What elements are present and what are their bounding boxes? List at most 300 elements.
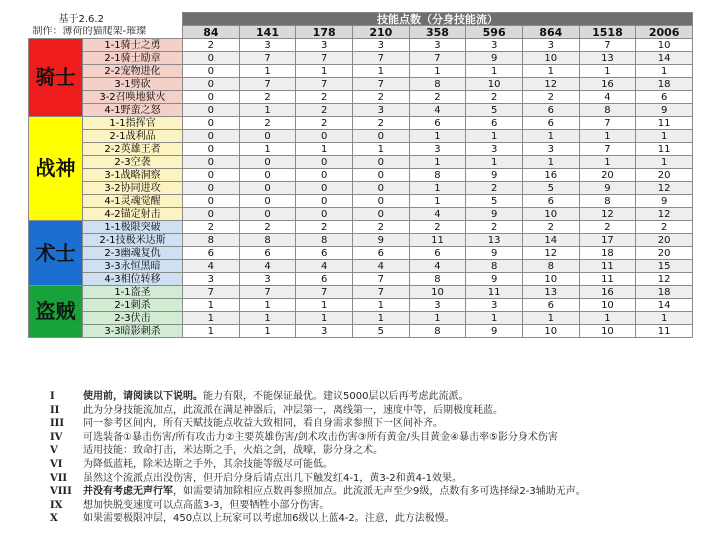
- table-row: [29, 91, 693, 104]
- value-cell: 2: [409, 91, 466, 104]
- value-cell: 17: [579, 234, 636, 247]
- value-cell: 7: [239, 78, 296, 91]
- value-cell: 6: [296, 247, 353, 260]
- skill-name-cell: 3-1战略洞察: [83, 169, 183, 182]
- value-cell: 18: [636, 286, 693, 299]
- value-cell: 9: [636, 104, 693, 117]
- skill-name-cell: 4-2锚定射击: [83, 208, 183, 221]
- value-cell: 18: [579, 247, 636, 260]
- value-cell: 1: [409, 65, 466, 78]
- value-cell: 1: [636, 65, 693, 78]
- value-cell: 1: [636, 312, 693, 325]
- class-label-blue: 术士: [29, 221, 83, 286]
- value-cell: 2: [466, 221, 523, 234]
- value-cell: 2: [522, 91, 579, 104]
- value-cell: 6: [522, 117, 579, 130]
- value-cell: 16: [522, 169, 579, 182]
- points-header-cell: 2006: [636, 26, 693, 39]
- value-cell: 12: [636, 208, 693, 221]
- value-cell: 8: [409, 325, 466, 338]
- value-cell: 1: [183, 325, 240, 338]
- value-cell: 3: [409, 39, 466, 52]
- value-cell: 6: [522, 104, 579, 117]
- value-cell: 9: [466, 52, 523, 65]
- note-text: [83, 499, 329, 513]
- value-cell: 1: [522, 65, 579, 78]
- skill-name-cell: 2-3幽魂复仇: [83, 247, 183, 260]
- header-row-title: [29, 13, 693, 26]
- value-cell: 1: [579, 156, 636, 169]
- value-cell: 6: [183, 247, 240, 260]
- value-cell: 13: [522, 286, 579, 299]
- value-cell: 8: [579, 195, 636, 208]
- note-text: [83, 458, 333, 472]
- table-title: 技能点数（分身技能流）: [183, 13, 693, 26]
- value-cell: 1: [636, 156, 693, 169]
- note-text: [83, 472, 462, 486]
- value-cell: 11: [409, 234, 466, 247]
- value-cell: 4: [352, 260, 409, 273]
- value-cell: 1: [239, 299, 296, 312]
- value-cell: 20: [579, 169, 636, 182]
- points-header-cell: 141: [239, 26, 296, 39]
- value-cell: 11: [466, 286, 523, 299]
- value-cell: 10: [522, 325, 579, 338]
- value-cell: 1: [466, 130, 523, 143]
- class-label-red: 骑士: [29, 39, 83, 117]
- table-row: [29, 39, 693, 52]
- value-cell: 0: [239, 182, 296, 195]
- value-cell: 1: [522, 312, 579, 325]
- note-text: [83, 390, 468, 404]
- value-cell: 2: [296, 91, 353, 104]
- value-cell: 7: [239, 286, 296, 299]
- value-cell: 3: [522, 39, 579, 52]
- value-cell: 1: [466, 156, 523, 169]
- value-cell: 15: [636, 260, 693, 273]
- value-cell: 9: [466, 247, 523, 260]
- value-cell: 0: [239, 156, 296, 169]
- value-cell: 6: [522, 299, 579, 312]
- value-cell: 1: [183, 312, 240, 325]
- value-cell: 1: [352, 299, 409, 312]
- value-cell: 8: [409, 78, 466, 91]
- value-cell: 1: [239, 143, 296, 156]
- skill-points-sheet: [28, 12, 693, 338]
- value-cell: 0: [296, 208, 353, 221]
- note-bold-text: 使用前，请阅读以下说明。: [83, 391, 203, 402]
- value-cell: 6: [466, 117, 523, 130]
- value-cell: 3: [409, 299, 466, 312]
- note-text: [83, 431, 558, 445]
- value-cell: 12: [636, 273, 693, 286]
- skill-name-cell: 2-1骑士励章: [83, 52, 183, 65]
- value-cell: 0: [296, 156, 353, 169]
- value-cell: 11: [579, 260, 636, 273]
- note-body-text: 能力有限，不能保证最优。建议5000层以后再考虑此流派。: [203, 391, 469, 402]
- note-text: [83, 417, 443, 431]
- skill-name-cell: 2-1战利品: [83, 130, 183, 143]
- value-cell: 5: [352, 325, 409, 338]
- value-cell: 3: [409, 143, 466, 156]
- value-cell: 4: [409, 260, 466, 273]
- value-cell: 11: [579, 273, 636, 286]
- value-cell: 6: [409, 117, 466, 130]
- value-cell: 0: [352, 130, 409, 143]
- value-cell: 0: [183, 169, 240, 182]
- points-header-cell: 178: [296, 26, 353, 39]
- value-cell: 0: [352, 195, 409, 208]
- value-cell: 1: [239, 104, 296, 117]
- value-cell: 2: [239, 117, 296, 130]
- note-item: [50, 512, 710, 526]
- value-cell: 2: [296, 117, 353, 130]
- value-cell: 0: [183, 156, 240, 169]
- version-label: 基于2.6.2: [29, 13, 183, 26]
- skill-name-cell: 2-3空袭: [83, 156, 183, 169]
- skill-name-cell: 1-1极限突破: [83, 221, 183, 234]
- value-cell: 3: [466, 299, 523, 312]
- value-cell: 0: [296, 182, 353, 195]
- value-cell: 8: [579, 104, 636, 117]
- note-item: [50, 417, 710, 431]
- value-cell: 1: [183, 299, 240, 312]
- value-cell: 8: [296, 234, 353, 247]
- value-cell: 2: [409, 221, 466, 234]
- value-cell: 1: [579, 312, 636, 325]
- value-cell: 3: [296, 325, 353, 338]
- value-cell: 2: [352, 221, 409, 234]
- value-cell: 4: [409, 208, 466, 221]
- value-cell: 3: [466, 143, 523, 156]
- value-cell: 0: [296, 195, 353, 208]
- value-cell: 12: [522, 247, 579, 260]
- note-number: IV: [50, 431, 63, 443]
- value-cell: 1: [579, 65, 636, 78]
- value-cell: 0: [183, 117, 240, 130]
- value-cell: 1: [352, 312, 409, 325]
- value-cell: 11: [636, 143, 693, 156]
- value-cell: 0: [183, 78, 240, 91]
- value-cell: 0: [183, 52, 240, 65]
- value-cell: 5: [466, 195, 523, 208]
- value-cell: 1: [409, 195, 466, 208]
- skill-name-cell: 2-3伏击: [83, 312, 183, 325]
- skill-name-cell: 3-3暗影刺杀: [83, 325, 183, 338]
- value-cell: 9: [466, 325, 523, 338]
- note-text: [83, 485, 586, 499]
- points-header-cell: 1518: [579, 26, 636, 39]
- value-cell: 1: [296, 65, 353, 78]
- value-cell: 4: [409, 104, 466, 117]
- note-body-text: 同一参考区间内，所有天赋技能点收益大致相同，看自身需求参照下一区间补齐。: [83, 418, 443, 430]
- points-header-cell: 358: [409, 26, 466, 39]
- skill-name-cell: 4-3相位转移: [83, 273, 183, 286]
- note-body-text: 虽然这个流派点出没伤害，但开启分身后请点出几下触发红4-1，黄3-2和黄4-1效果。: [83, 472, 462, 484]
- note-number: V: [50, 445, 58, 457]
- value-cell: 3: [466, 39, 523, 52]
- value-cell: 1: [409, 156, 466, 169]
- value-cell: 6: [636, 91, 693, 104]
- value-cell: 1: [352, 65, 409, 78]
- value-cell: 2: [239, 91, 296, 104]
- value-cell: 0: [296, 130, 353, 143]
- value-cell: 6: [296, 273, 353, 286]
- note-item: [50, 444, 710, 458]
- value-cell: 2: [296, 104, 353, 117]
- value-cell: 5: [522, 182, 579, 195]
- value-cell: 9: [466, 273, 523, 286]
- table-row: [29, 325, 693, 338]
- value-cell: 0: [183, 143, 240, 156]
- value-cell: 0: [183, 130, 240, 143]
- value-cell: 2: [522, 221, 579, 234]
- value-cell: 5: [466, 104, 523, 117]
- note-number: III: [50, 418, 65, 430]
- value-cell: 6: [239, 247, 296, 260]
- skill-name-cell: 2-1刺杀: [83, 299, 183, 312]
- value-cell: 12: [636, 182, 693, 195]
- value-cell: 0: [296, 169, 353, 182]
- value-cell: 1: [352, 143, 409, 156]
- note-item: [50, 499, 710, 513]
- value-cell: 4: [296, 260, 353, 273]
- table-row: [29, 312, 693, 325]
- value-cell: 10: [522, 273, 579, 286]
- points-header-cell: 84: [183, 26, 240, 39]
- table-row: [29, 208, 693, 221]
- value-cell: 1: [522, 130, 579, 143]
- note-number: X: [50, 513, 58, 525]
- table-row: [29, 143, 693, 156]
- value-cell: 0: [239, 169, 296, 182]
- value-cell: 9: [466, 208, 523, 221]
- class-label-green: 盗贼: [29, 286, 83, 338]
- value-cell: 0: [183, 65, 240, 78]
- value-cell: 10: [409, 286, 466, 299]
- value-cell: 10: [466, 78, 523, 91]
- note-item: [50, 431, 710, 445]
- value-cell: 1: [296, 143, 353, 156]
- skill-name-cell: 1-1盗圣: [83, 286, 183, 299]
- value-cell: 12: [522, 78, 579, 91]
- value-cell: 3: [352, 104, 409, 117]
- note-body-text: 适用技能：致命打击，米达斯之手，火焰之剑，战嚎，影分身之术。: [83, 445, 383, 457]
- value-cell: 16: [579, 286, 636, 299]
- notes-list: [50, 390, 710, 526]
- skill-name-cell: 4-1野蛮之怒: [83, 104, 183, 117]
- note-bold-text: 并没有考虑无声行军: [83, 486, 173, 498]
- value-cell: 0: [352, 156, 409, 169]
- value-cell: 9: [579, 182, 636, 195]
- value-cell: 1: [466, 65, 523, 78]
- value-cell: 0: [183, 195, 240, 208]
- value-cell: 7: [579, 39, 636, 52]
- note-number: VI: [50, 458, 63, 470]
- value-cell: 10: [522, 208, 579, 221]
- note-item: [50, 390, 710, 404]
- value-cell: 1: [409, 130, 466, 143]
- value-cell: 1: [466, 312, 523, 325]
- value-cell: 14: [636, 299, 693, 312]
- skill-name-cell: 3-2协同进攻: [83, 182, 183, 195]
- note-number: VII: [50, 472, 68, 484]
- value-cell: 0: [239, 195, 296, 208]
- points-header-cell: 864: [522, 26, 579, 39]
- value-cell: 8: [522, 260, 579, 273]
- table-row: [29, 182, 693, 195]
- note-number: I: [50, 391, 55, 402]
- value-cell: 1: [409, 312, 466, 325]
- value-cell: 8: [409, 273, 466, 286]
- note-body-text: 想加快脱变速度可以点高蓝3-3，但要牺牲小部分伤害。: [83, 499, 330, 511]
- value-cell: 2: [352, 91, 409, 104]
- value-cell: 6: [409, 247, 466, 260]
- value-cell: 8: [466, 260, 523, 273]
- note-number: II: [50, 404, 60, 416]
- table-row: [29, 169, 693, 182]
- table-row: [29, 78, 693, 91]
- value-cell: 1: [296, 312, 353, 325]
- value-cell: 7: [579, 117, 636, 130]
- value-cell: 8: [183, 234, 240, 247]
- value-cell: 3: [522, 143, 579, 156]
- value-cell: 20: [636, 247, 693, 260]
- table-row: [29, 221, 693, 234]
- value-cell: 0: [183, 91, 240, 104]
- value-cell: 8: [409, 169, 466, 182]
- table-row: [29, 260, 693, 273]
- skill-points-table: [28, 12, 693, 338]
- value-cell: 10: [579, 299, 636, 312]
- value-cell: 7: [352, 273, 409, 286]
- value-cell: 1: [636, 130, 693, 143]
- value-cell: 7: [352, 52, 409, 65]
- value-cell: 1: [296, 299, 353, 312]
- value-cell: 2: [579, 221, 636, 234]
- table-row: [29, 234, 693, 247]
- value-cell: 3: [183, 273, 240, 286]
- note-number: VIII: [50, 486, 72, 498]
- table-row: [29, 156, 693, 169]
- value-cell: 0: [239, 130, 296, 143]
- value-cell: 3: [239, 273, 296, 286]
- value-cell: 2: [183, 221, 240, 234]
- points-header-cell: 596: [466, 26, 523, 39]
- value-cell: 0: [183, 208, 240, 221]
- skill-name-cell: 4-1灵魂觉醒: [83, 195, 183, 208]
- value-cell: 6: [352, 247, 409, 260]
- value-cell: 13: [579, 52, 636, 65]
- note-item: [50, 472, 710, 486]
- value-cell: 7: [352, 78, 409, 91]
- value-cell: 10: [636, 39, 693, 52]
- note-text: [83, 444, 383, 458]
- note-body-text: 为降低蓝耗，除米达斯之手外，其余技能等级尽可能低。: [83, 458, 333, 470]
- value-cell: 0: [352, 182, 409, 195]
- value-cell: 0: [352, 169, 409, 182]
- value-cell: 11: [636, 325, 693, 338]
- value-cell: 2: [296, 221, 353, 234]
- value-cell: 0: [239, 208, 296, 221]
- value-cell: 0: [183, 182, 240, 195]
- value-cell: 9: [636, 195, 693, 208]
- table-row: [29, 117, 693, 130]
- value-cell: 14: [522, 234, 579, 247]
- note-body-text: 此为分身技能流加点，此流派在满足神器后，冲层第一，离线第一，速度中等，后期极度耗蓝。: [83, 404, 503, 416]
- skill-name-cell: 1-1骑士之勇: [83, 39, 183, 52]
- value-cell: 7: [352, 286, 409, 299]
- skill-name-cell: 3-2召唤地狱火: [83, 91, 183, 104]
- table-row: [29, 104, 693, 117]
- value-cell: 6: [522, 195, 579, 208]
- skill-name-cell: 2-1技极米达斯: [83, 234, 183, 247]
- value-cell: 9: [352, 234, 409, 247]
- table-row: [29, 52, 693, 65]
- value-cell: 10: [522, 52, 579, 65]
- value-cell: 2: [352, 117, 409, 130]
- skill-name-cell: 3-1劈砍: [83, 78, 183, 91]
- value-cell: 7: [409, 52, 466, 65]
- value-cell: 7: [579, 143, 636, 156]
- skill-name-cell: 3-3永恒黑暗: [83, 260, 183, 273]
- value-cell: 4: [579, 91, 636, 104]
- skill-name-cell: 2-2英雄王者: [83, 143, 183, 156]
- value-cell: 2: [239, 221, 296, 234]
- note-item: [50, 404, 710, 418]
- class-label-yellow: 战神: [29, 117, 83, 221]
- header-row-points: [29, 26, 693, 39]
- table-row: [29, 195, 693, 208]
- value-cell: 3: [239, 39, 296, 52]
- value-cell: 12: [579, 208, 636, 221]
- table-row: [29, 247, 693, 260]
- value-cell: 7: [296, 78, 353, 91]
- note-item: [50, 458, 710, 472]
- value-cell: 13: [466, 234, 523, 247]
- value-cell: 18: [636, 78, 693, 91]
- value-cell: 16: [579, 78, 636, 91]
- value-cell: 2: [466, 182, 523, 195]
- value-cell: 8: [239, 234, 296, 247]
- value-cell: 3: [352, 39, 409, 52]
- value-cell: 10: [579, 325, 636, 338]
- note-text: [83, 512, 455, 526]
- value-cell: 1: [239, 325, 296, 338]
- note-body-text: 如果需要极限冲层，450点以上玩家可以考虑加6级以上蓝4-2。注意，此方法极慢。: [83, 513, 455, 525]
- value-cell: 20: [636, 234, 693, 247]
- note-number: IX: [50, 499, 63, 511]
- note-item: [50, 485, 710, 499]
- table-row: [29, 273, 693, 286]
- note-text: [83, 404, 503, 418]
- value-cell: 2: [466, 91, 523, 104]
- table-row: [29, 286, 693, 299]
- value-cell: 20: [636, 169, 693, 182]
- points-header-cell: 210: [352, 26, 409, 39]
- value-cell: 4: [239, 260, 296, 273]
- value-cell: 1: [579, 130, 636, 143]
- value-cell: 3: [296, 39, 353, 52]
- value-cell: 7: [239, 52, 296, 65]
- skill-name-cell: 2-2宠物进化: [83, 65, 183, 78]
- value-cell: 9: [466, 169, 523, 182]
- table-row: [29, 299, 693, 312]
- value-cell: 2: [636, 221, 693, 234]
- value-cell: 7: [296, 52, 353, 65]
- value-cell: 1: [409, 182, 466, 195]
- value-cell: 1: [239, 312, 296, 325]
